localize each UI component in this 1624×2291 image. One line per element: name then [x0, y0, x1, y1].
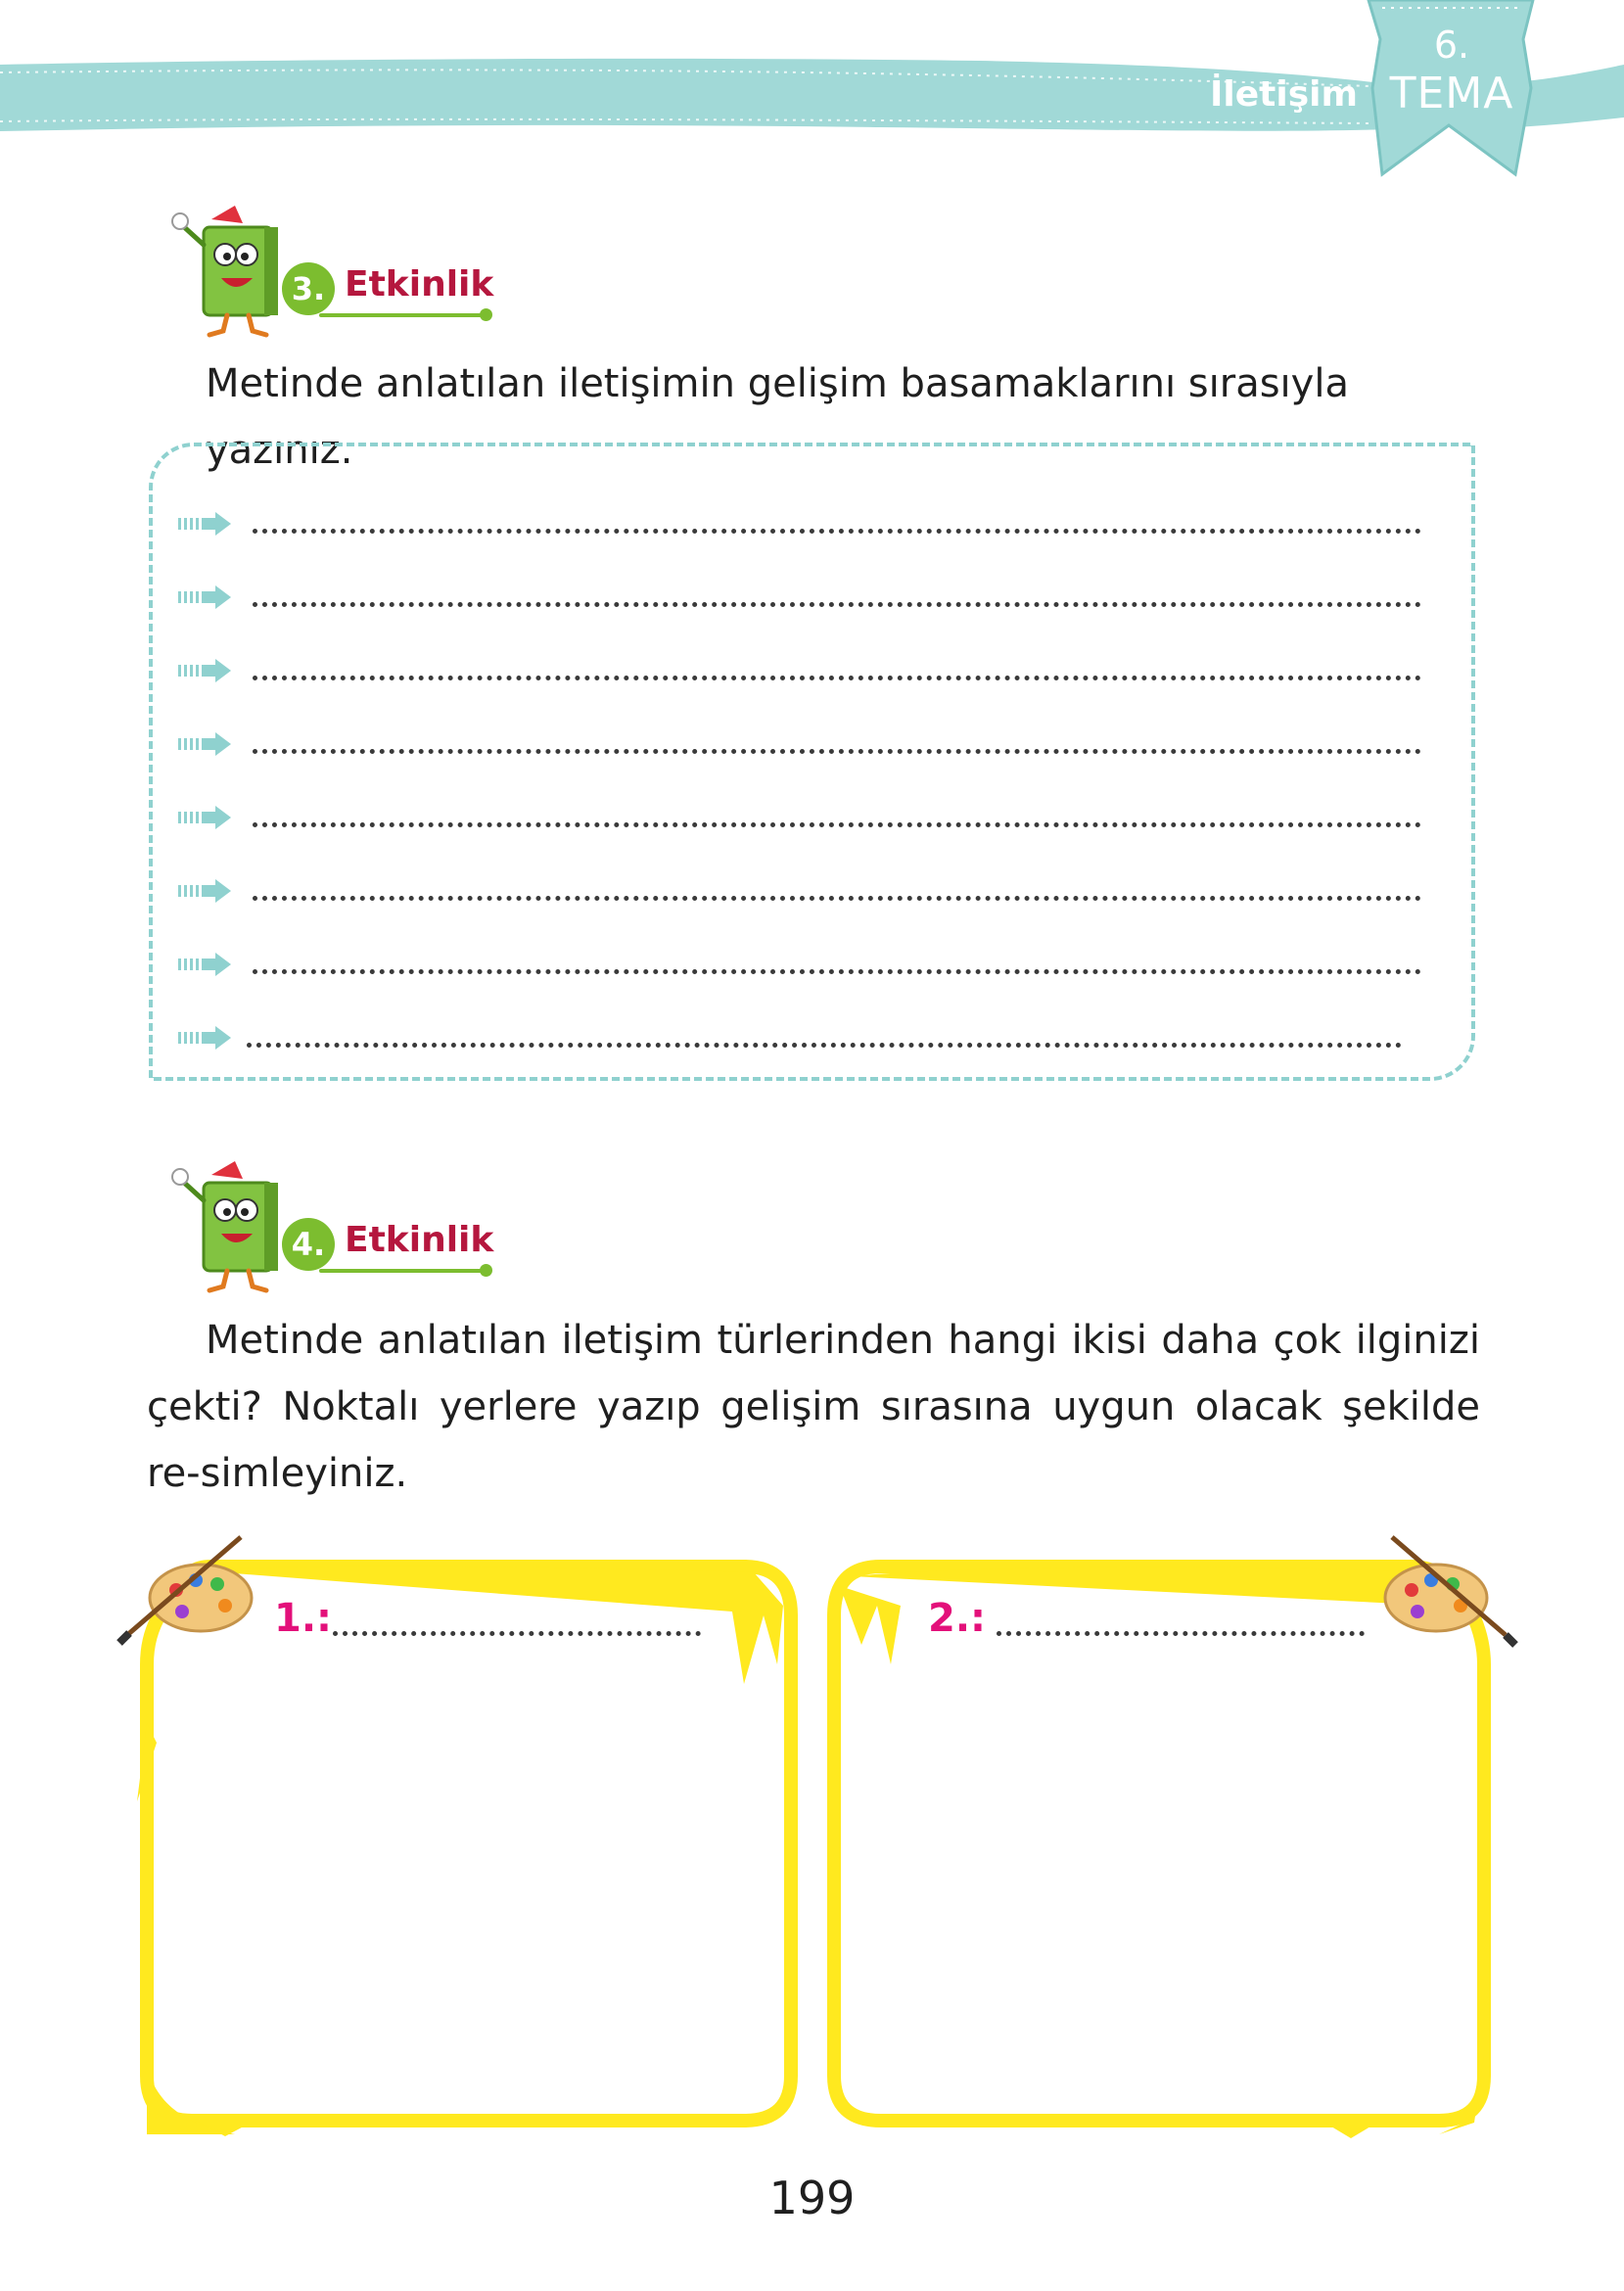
answer-line[interactable]: [178, 946, 1453, 985]
arrow-icon: [178, 1025, 233, 1051]
answer-dotted-line[interactable]: [253, 676, 1421, 680]
answer-dotted-line[interactable]: [253, 822, 1421, 827]
arrow-icon: [178, 658, 233, 683]
frame-2-label: 2.:: [928, 1596, 987, 1641]
answer-dotted-line[interactable]: [253, 896, 1421, 901]
frame-1-label: 1.:: [274, 1596, 333, 1641]
drawing-frame-1[interactable]: [147, 1535, 832, 2152]
activity-3-heading: [172, 229, 544, 317]
activity-4-instruction: Metinde anlatılan iletişim türlerinden hangi ikisi daha çok ilginizi çekti? Noktalı yerlere yazıp gelişim sırasına uygun olacak şekilde re-simleyiniz.: [147, 1318, 1480, 1496]
arrow-icon: [178, 878, 233, 904]
answer-line[interactable]: [178, 652, 1453, 691]
activity-3-label: Etkinlik: [345, 264, 494, 304]
answer-dotted-line[interactable]: [247, 1043, 1402, 1048]
theme-number: 6.: [1433, 23, 1470, 67]
answer-line[interactable]: [178, 725, 1453, 765]
section-title: İletişim: [1210, 74, 1358, 115]
drawing-frame-2[interactable]: [834, 1535, 1519, 2152]
answer-line[interactable]: [178, 799, 1453, 838]
answer-dotted-line[interactable]: [253, 749, 1421, 754]
arrow-icon: [178, 731, 233, 757]
arrow-icon: [178, 805, 233, 830]
answer-line[interactable]: [178, 579, 1453, 618]
answer-line[interactable]: [178, 872, 1453, 912]
theme-label: TEMA: [1389, 69, 1514, 118]
page-number: 199: [768, 2172, 856, 2224]
activity-4-label: Etkinlik: [345, 1220, 494, 1260]
activity-4-heading: [172, 1185, 544, 1273]
frame-2-write-line[interactable]: [997, 1631, 1365, 1636]
activity-4-number: 4.: [282, 1218, 335, 1271]
answer-dotted-line[interactable]: [253, 529, 1421, 534]
arrow-icon: [178, 511, 233, 537]
activity-underline-dot: [480, 308, 492, 321]
answer-line[interactable]: [178, 505, 1453, 544]
activity-underline-dot: [480, 1264, 492, 1277]
answer-line[interactable]: [178, 1019, 1453, 1058]
activity-3-number: 3.: [282, 262, 335, 315]
activity-underline: [319, 313, 484, 317]
answer-dotted-line[interactable]: [253, 969, 1421, 974]
activity-3-instruction: Metinde anlatılan iletişimin gelişim basamaklarını sırasıyla yazınız.: [206, 361, 1349, 473]
arrow-icon: [178, 952, 233, 977]
arrow-icon: [178, 584, 233, 610]
frame-1-write-line[interactable]: [333, 1631, 701, 1636]
answer-dotted-line[interactable]: [253, 602, 1421, 607]
activity-underline: [319, 1269, 484, 1273]
